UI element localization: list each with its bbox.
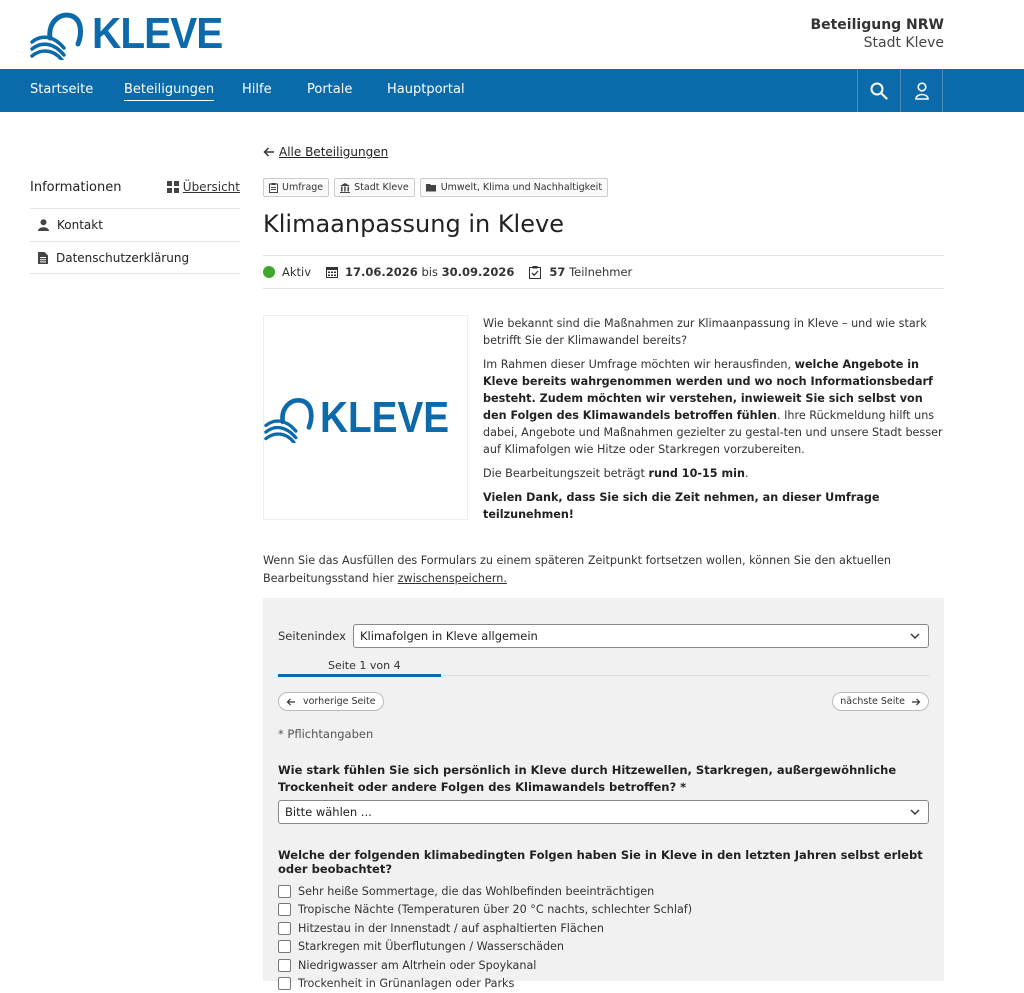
building-icon [340, 183, 350, 193]
checkbox-label: Starkregen mit Überflutungen / Wasserschäden [298, 940, 564, 953]
question-1-select[interactable] [278, 800, 929, 824]
checkbox[interactable] [278, 977, 291, 990]
date-from: 17.06.2026 [345, 265, 418, 279]
survey-form [263, 598, 944, 981]
page-index-select[interactable] [353, 624, 929, 648]
overview-label: Übersicht [183, 180, 240, 194]
clipboard-icon [269, 183, 278, 193]
brand-title: Beteiligung NRW [810, 17, 944, 33]
intro-bold-span: Vielen Dank, dass Sie sich die Zeit nehmen, an dieser Umfrage teilzunehmen! [483, 491, 879, 521]
intro-text [483, 315, 944, 530]
main-content [263, 140, 944, 588]
main-navigation [0, 69, 1024, 112]
arrow-left-icon [263, 147, 275, 157]
participants-count [529, 265, 632, 279]
participants-number: 57 [549, 265, 565, 279]
image-logo-wordmark: KLEVE [320, 393, 449, 443]
meta-bar [263, 255, 944, 289]
sidebar-item-datenschutz[interactable] [30, 241, 240, 274]
brand-subtitle: Stadt Kleve [810, 35, 944, 51]
participants-label: Teilnehmer [569, 265, 632, 279]
back-link[interactable] [263, 140, 944, 164]
tag-label: Umwelt, Klima und Nachhaltigkeit [441, 182, 602, 193]
intro-text-span: Die Bearbeitungszeit beträgt [483, 467, 648, 480]
swan-logo-icon [30, 8, 88, 60]
nav-item-hilfe[interactable]: Hilfe [242, 82, 272, 97]
nav-item-hauptportal[interactable]: Hauptportal [387, 82, 465, 97]
status-label: Aktiv [282, 265, 311, 279]
pager [278, 692, 929, 711]
status-dot-icon [263, 266, 275, 278]
checkbox-option[interactable] [278, 956, 929, 975]
save-draft-link[interactable]: zwischenspeichern. [398, 572, 507, 585]
back-link-label: Alle Beteiligungen [279, 145, 388, 159]
required-note: * Pflichtangaben [278, 727, 929, 741]
date-separator: bis [421, 265, 438, 279]
sidebar-header [30, 177, 240, 197]
checkbox-option[interactable] [278, 919, 929, 938]
site-header [0, 0, 1024, 69]
logo-wordmark: KLEVE [92, 12, 222, 56]
status-badge [263, 265, 311, 279]
participation-image [263, 315, 468, 520]
page-title: Klimaanpassung in Kleve [263, 210, 944, 238]
save-note [263, 552, 944, 588]
checkbox-option[interactable] [278, 901, 929, 920]
page-indicator: Seite 1 von 4 [328, 659, 401, 672]
search-button[interactable] [857, 69, 900, 112]
page-index-value: Klimafolgen in Kleve allgemein [360, 629, 538, 643]
grid-icon [167, 181, 179, 193]
checkbox-label: Tropische Nächte (Temperaturen über 20 °C nachts, schlechter Schlaf) [298, 903, 692, 916]
intro-text-span: Im Rahmen dieser Umfrage möchten wir herausfinden, [483, 358, 795, 371]
checkbox-option[interactable] [278, 938, 929, 957]
arrow-right-icon [911, 698, 921, 706]
sidebar-item-label: Datenschutzerklärung [56, 251, 189, 265]
arrow-left-icon [286, 698, 296, 706]
checklist-icon [529, 266, 541, 279]
checkbox[interactable] [278, 940, 291, 953]
intro-paragraph-3 [483, 465, 944, 482]
tag-stadt-kleve[interactable] [334, 178, 415, 197]
search-icon [870, 82, 888, 100]
page-index-label: Seitenindex [278, 629, 353, 643]
sidebar [30, 177, 240, 274]
swan-logo-icon [264, 393, 318, 443]
checkbox-label: Sehr heiße Sommertage, die das Wohlbefinden beeinträchtigen [298, 885, 654, 898]
tag-list [263, 178, 944, 197]
sidebar-item-label: Kontakt [57, 218, 103, 232]
tag-umwelt[interactable] [420, 178, 608, 197]
question-1: Wie stark fühlen Sie sich persönlich in Kleve durch Hitzewellen, Starkregen, außergewöhnliche Trockenheit oder andere Folgen des Klimawandels betroffen? * [278, 762, 929, 796]
tag-label: Umfrage [282, 182, 323, 193]
tag-label: Stadt Kleve [354, 182, 409, 193]
intro-text-span: . [745, 467, 749, 480]
intro-bold-span: rund 10-15 min [648, 467, 744, 480]
next-page-label: nächste Seite [840, 696, 905, 707]
user-icon [914, 82, 930, 100]
sidebar-title: Informationen [30, 180, 122, 195]
nav-item-beteiligungen[interactable]: Beteiligungen [124, 82, 214, 101]
save-note-text: Wenn Sie das Ausfüllen des Formulars zu einem späteren Zeitpunkt fortsetzen wollen, können Sie den aktuellen Bearbeitungsstand hier [263, 554, 891, 585]
next-page-button[interactable] [832, 692, 929, 711]
checkbox[interactable] [278, 885, 291, 898]
checkbox[interactable] [278, 903, 291, 916]
date-to: 30.09.2026 [442, 265, 515, 279]
overview-link[interactable] [167, 180, 240, 194]
previous-page-button[interactable] [278, 692, 384, 711]
question-1-placeholder: Bitte wählen ... [285, 805, 372, 819]
intro-section [263, 315, 944, 530]
question-2-options [278, 882, 929, 993]
sidebar-item-kontakt[interactable] [30, 208, 240, 241]
calendar-icon [326, 266, 338, 278]
login-button[interactable] [900, 69, 943, 112]
nav-item-portale[interactable]: Portale [307, 82, 352, 97]
intro-paragraph-2 [483, 356, 944, 458]
kleve-logo[interactable] [30, 8, 234, 60]
tag-umfrage[interactable] [263, 178, 329, 197]
date-range [326, 265, 514, 279]
brand-block [810, 17, 944, 51]
chevron-down-icon [910, 809, 920, 815]
intro-text-span: . Ihre Rückmeldung hilft uns dabei, Angebote und Maßnahmen gezielter zu gestal-ten und unsere Stadt besser auf Klimafolgen wie Hitze oder Starkregen vorzubereiten. [483, 409, 943, 456]
nav-item-startseite[interactable]: Startseite [30, 82, 93, 97]
intro-bold-span: welche Angebote in Kleve bereits wahrgenommen werden und wo noch Informationsbedarf besteht. Zudem möchten wir verstehen, inwieweit Sie sich selbst von den Folgen des Klimawandels betroffen fühlen [483, 358, 933, 422]
checkbox-label: Trockenheit in Grünanlagen oder Parks [298, 977, 514, 990]
checkbox[interactable] [278, 959, 291, 972]
question-2: Welche der folgenden klimabedingten Folgen haben Sie in Kleve in den letzten Jahren selbst erlebt oder beobachtet? [278, 848, 929, 876]
intro-paragraph-4 [483, 489, 944, 523]
document-icon [38, 252, 48, 264]
checkbox-option[interactable] [278, 975, 929, 993]
page-progress [278, 658, 929, 676]
checkbox-option[interactable] [278, 882, 929, 901]
page-progress-bar [278, 674, 441, 677]
checkbox-label: Hitzestau in der Innenstadt / auf asphaltierten Flächen [298, 922, 604, 935]
person-icon [38, 219, 49, 231]
folder-icon [426, 183, 437, 192]
intro-paragraph-1: Wie bekannt sind die Maßnahmen zur Klimaanpassung in Kleve – und wie stark betrifft Sie der Klimawandel bereits? [483, 315, 944, 349]
page-index-row [278, 624, 929, 648]
checkbox[interactable] [278, 922, 291, 935]
chevron-down-icon [910, 633, 920, 639]
previous-page-label: vorherige Seite [303, 696, 376, 707]
checkbox-label: Niedrigwasser am Altrhein oder Spoykanal [298, 959, 536, 972]
